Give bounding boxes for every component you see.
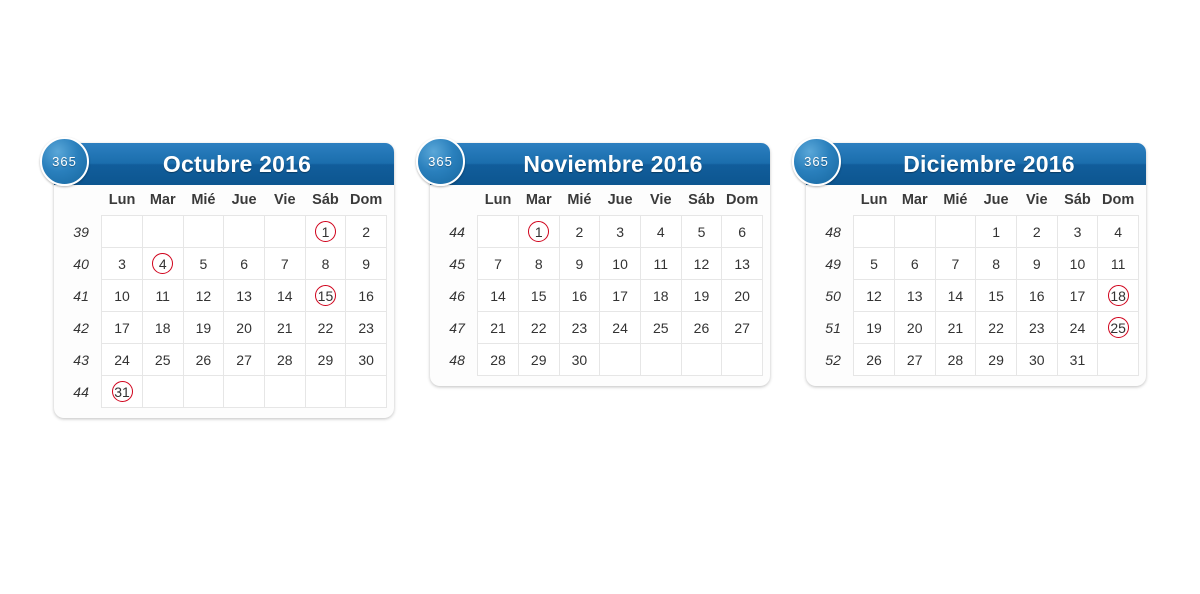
day-cell[interactable]: [183, 248, 224, 280]
day-cell[interactable]: [1016, 280, 1057, 312]
day-cell[interactable]: [640, 248, 681, 280]
calendar-header: [54, 143, 394, 185]
day-cell[interactable]: [305, 248, 346, 280]
day-number: 2: [575, 223, 584, 240]
week-number-header: [61, 185, 102, 216]
day-number: 23: [1028, 319, 1045, 336]
week-row: [61, 216, 387, 248]
week-number-header: [437, 185, 478, 216]
day-cell[interactable]: [854, 280, 895, 312]
day-cell[interactable]: [722, 216, 763, 248]
day-cell[interactable]: [1098, 280, 1139, 312]
day-cell[interactable]: [722, 312, 763, 344]
day-number-highlighted: 1: [528, 221, 549, 242]
day-cell-empty: [142, 376, 183, 408]
week-row: [437, 280, 763, 312]
day-cell[interactable]: [1057, 216, 1098, 248]
day-cell-empty: [264, 376, 305, 408]
weekday-header-1: Mar: [149, 192, 176, 208]
day-cell[interactable]: [518, 312, 559, 344]
day-cell[interactable]: [183, 280, 224, 312]
day-number: 28: [490, 351, 506, 368]
day-cell[interactable]: [478, 248, 519, 280]
week-row: [61, 248, 387, 280]
day-cell[interactable]: [518, 216, 559, 248]
day-cell[interactable]: [142, 344, 183, 376]
day-cell[interactable]: [1016, 344, 1057, 376]
weekday-header-1: Mar: [525, 192, 552, 208]
week-number: 48: [825, 223, 841, 240]
day-number: 5: [199, 255, 208, 272]
day-number: 18: [154, 319, 171, 336]
day-cell[interactable]: [600, 248, 641, 280]
day-cell[interactable]: [102, 312, 143, 344]
day-cell[interactable]: [224, 248, 265, 280]
weekday-header-2: Mié: [943, 192, 968, 208]
week-number-header: [813, 185, 854, 216]
day-number: 17: [612, 287, 628, 304]
logo-badge-icon: [792, 137, 841, 186]
week-number: 48: [449, 351, 465, 368]
day-number: 4: [1114, 223, 1123, 240]
week-row: [437, 344, 763, 376]
day-number: 17: [114, 319, 130, 336]
day-number: 28: [947, 351, 964, 368]
day-cell[interactable]: [1016, 216, 1057, 248]
day-cell[interactable]: [346, 280, 387, 312]
day-number: 10: [612, 255, 628, 272]
day-number: 26: [866, 351, 882, 368]
weekday-header-4: Vie: [1026, 192, 1048, 208]
day-number: 10: [114, 287, 130, 304]
weekday-header-2: Mié: [191, 192, 216, 208]
day-cell[interactable]: [640, 312, 681, 344]
day-cell[interactable]: [854, 344, 895, 376]
day-number: 14: [276, 287, 293, 304]
day-number: 24: [114, 351, 130, 368]
day-number: 31: [1069, 351, 1086, 368]
day-number: 7: [951, 255, 960, 272]
day-number: 5: [870, 255, 878, 272]
day-cell[interactable]: [600, 280, 641, 312]
day-cell[interactable]: [894, 312, 935, 344]
day-number: 23: [358, 319, 374, 336]
day-cell[interactable]: [894, 248, 935, 280]
day-cell[interactable]: [478, 280, 519, 312]
day-cell[interactable]: [183, 312, 224, 344]
week-number: 51: [825, 319, 841, 336]
calendar-grid: [61, 185, 387, 408]
day-cell[interactable]: [894, 344, 935, 376]
day-number: 24: [1069, 319, 1086, 336]
week-row: [61, 312, 387, 344]
week-row: [813, 344, 1139, 376]
weekday-header-0: Lun: [860, 192, 888, 208]
calendar-header: [806, 143, 1146, 185]
day-number: 21: [276, 319, 293, 336]
day-cell[interactable]: [854, 312, 895, 344]
day-cell[interactable]: [264, 280, 305, 312]
day-cell[interactable]: [102, 376, 143, 408]
day-cell[interactable]: [1057, 248, 1098, 280]
calendar-card: [806, 143, 1146, 386]
calendar-card: [430, 143, 770, 386]
day-cell[interactable]: [600, 312, 641, 344]
week-number: 41: [73, 287, 89, 304]
day-cell[interactable]: [976, 312, 1017, 344]
week-number: 50: [825, 287, 841, 304]
logo-badge-label: 365: [804, 154, 829, 169]
day-number: 29: [530, 351, 547, 368]
weekday-header-6: Dom: [726, 192, 759, 208]
day-number: 26: [195, 351, 212, 368]
week-number: 42: [73, 319, 89, 336]
day-number: 27: [734, 319, 750, 336]
week-row: [437, 312, 763, 344]
day-cell[interactable]: [224, 280, 265, 312]
day-cell[interactable]: [976, 248, 1017, 280]
day-cell[interactable]: [1098, 216, 1139, 248]
day-number: 3: [1073, 223, 1082, 240]
weekday-header-5: Sáb: [312, 192, 339, 208]
weekday-header-3: Jue: [231, 192, 257, 208]
day-number-highlighted: 25: [1108, 317, 1129, 338]
day-cell[interactable]: [264, 312, 305, 344]
day-number: 2: [1032, 223, 1041, 240]
day-cell[interactable]: [346, 344, 387, 376]
week-number: 47: [449, 319, 465, 336]
day-cell[interactable]: [264, 248, 305, 280]
day-number: 25: [652, 319, 669, 336]
calendar-card: [54, 143, 394, 418]
week-number: 44: [73, 383, 89, 400]
day-cell[interactable]: [142, 312, 183, 344]
day-cell[interactable]: [854, 248, 895, 280]
day-cell[interactable]: [976, 280, 1017, 312]
day-number: 23: [571, 319, 588, 336]
day-number: 18: [652, 287, 669, 304]
day-cell[interactable]: [681, 312, 722, 344]
day-cell[interactable]: [102, 248, 143, 280]
day-cell[interactable]: [305, 344, 346, 376]
day-cell[interactable]: [102, 280, 143, 312]
day-number: 19: [693, 287, 710, 304]
day-cell[interactable]: [305, 216, 346, 248]
calendar-month-title: Noviembre 2016: [523, 150, 703, 177]
day-number: 12: [195, 287, 212, 304]
day-cell-empty: [102, 216, 143, 248]
day-number: 20: [906, 319, 923, 336]
day-number: 8: [534, 255, 543, 272]
day-cell[interactable]: [102, 344, 143, 376]
day-cell[interactable]: [559, 344, 600, 376]
day-number: 30: [358, 351, 374, 368]
day-number: 1: [992, 223, 1000, 240]
day-cell-empty: [478, 216, 519, 248]
day-number: 20: [236, 319, 252, 336]
day-number: 20: [734, 287, 750, 304]
week-row: [813, 248, 1139, 280]
day-number: 7: [494, 255, 502, 272]
day-cell-empty: [640, 344, 681, 376]
week-row: [61, 376, 387, 408]
day-number: 19: [866, 319, 882, 336]
day-number: 6: [738, 223, 747, 240]
logo-badge-label: 365: [52, 154, 77, 169]
day-cell[interactable]: [681, 216, 722, 248]
weekday-header-3: Jue: [607, 192, 633, 208]
week-number: 49: [825, 255, 841, 272]
week-row: [437, 248, 763, 280]
calendar-grid: [437, 185, 763, 376]
week-number: 40: [73, 255, 89, 272]
day-number: 19: [195, 319, 212, 336]
day-number-highlighted: 18: [1108, 285, 1129, 306]
day-cell[interactable]: [894, 280, 935, 312]
day-cell[interactable]: [1016, 248, 1057, 280]
day-cell[interactable]: [264, 344, 305, 376]
day-number: 11: [155, 287, 170, 304]
day-number: 30: [1028, 351, 1045, 368]
day-number: 29: [317, 351, 334, 368]
day-number: 15: [988, 287, 1004, 304]
day-cell[interactable]: [1098, 248, 1139, 280]
day-number: 5: [697, 223, 706, 240]
day-number: 21: [490, 319, 506, 336]
weekday-header-0: Lun: [108, 192, 136, 208]
calendar-grid: [813, 185, 1139, 376]
day-number: 22: [317, 319, 334, 336]
day-number: 11: [1110, 255, 1126, 272]
day-number: 17: [1069, 287, 1086, 304]
day-number: 4: [656, 223, 665, 240]
weekday-header-1: Mar: [901, 192, 928, 208]
week-number: 45: [449, 255, 465, 272]
day-cell[interactable]: [1057, 280, 1098, 312]
calendar-month-title: Diciembre 2016: [903, 150, 1075, 177]
day-number: 22: [988, 319, 1004, 336]
day-cell[interactable]: [681, 248, 722, 280]
day-cell[interactable]: [518, 344, 559, 376]
logo-badge-label: 365: [428, 154, 453, 169]
day-number-highlighted: 15: [315, 285, 336, 306]
day-cell[interactable]: [478, 344, 519, 376]
day-number: 13: [906, 287, 923, 304]
day-cell-empty: [935, 216, 976, 248]
day-cell[interactable]: [183, 344, 224, 376]
day-number: 9: [575, 255, 584, 272]
day-cell-empty: [600, 344, 641, 376]
weekday-header-6: Dom: [1102, 192, 1135, 208]
day-cell-empty: [346, 376, 387, 408]
day-cell[interactable]: [142, 280, 183, 312]
weekday-header-6: Dom: [350, 192, 383, 208]
day-number: 29: [988, 351, 1004, 368]
day-cell[interactable]: [935, 312, 976, 344]
day-number: 15: [530, 287, 547, 304]
calendar-month-title: Octubre 2016: [162, 150, 312, 177]
day-number: 30: [571, 351, 588, 368]
day-number: 12: [693, 255, 710, 272]
day-number: 9: [1032, 255, 1041, 272]
day-number: 6: [240, 255, 248, 272]
day-number: 16: [358, 287, 374, 304]
day-number: 27: [906, 351, 923, 368]
day-number: 12: [866, 287, 882, 304]
day-cell-empty: [722, 344, 763, 376]
weekday-header-2: Mié: [567, 192, 592, 208]
day-cell[interactable]: [559, 280, 600, 312]
day-number: 9: [362, 255, 371, 272]
day-number: 7: [280, 255, 289, 272]
day-cell[interactable]: [640, 280, 681, 312]
weekday-header-3: Jue: [983, 192, 1009, 208]
week-number: 43: [73, 351, 89, 368]
day-number: 13: [236, 287, 252, 304]
day-cell[interactable]: [346, 248, 387, 280]
day-cell[interactable]: [976, 344, 1017, 376]
day-number-highlighted: 1: [315, 221, 336, 242]
day-cell[interactable]: [559, 312, 600, 344]
day-cell[interactable]: [1057, 312, 1098, 344]
week-number: 52: [825, 351, 841, 368]
day-number: 24: [612, 319, 628, 336]
day-number: 22: [530, 319, 547, 336]
day-cell[interactable]: [640, 216, 681, 248]
day-cell[interactable]: [518, 280, 559, 312]
day-cell[interactable]: [478, 312, 519, 344]
day-cell-empty: [183, 376, 224, 408]
day-cell[interactable]: [305, 312, 346, 344]
day-number: 6: [910, 255, 919, 272]
day-cell[interactable]: [346, 216, 387, 248]
day-cell-empty: [183, 216, 224, 248]
weekday-header-row: [813, 185, 1139, 216]
day-cell[interactable]: [935, 248, 976, 280]
day-number: 14: [490, 287, 506, 304]
day-cell[interactable]: [722, 248, 763, 280]
week-number: 46: [449, 287, 465, 304]
day-cell[interactable]: [305, 280, 346, 312]
day-cell-empty: [224, 216, 265, 248]
day-cell[interactable]: [346, 312, 387, 344]
week-row: [61, 344, 387, 376]
day-cell[interactable]: [935, 280, 976, 312]
day-number: 16: [1028, 287, 1045, 304]
weekday-header-row: [437, 185, 763, 216]
week-number: 39: [73, 223, 89, 240]
day-cell[interactable]: [976, 216, 1017, 248]
day-cell[interactable]: [224, 344, 265, 376]
week-row: [437, 216, 763, 248]
day-number: 16: [571, 287, 588, 304]
week-number: 44: [449, 223, 465, 240]
day-cell-empty: [681, 344, 722, 376]
day-number: 3: [616, 223, 624, 240]
day-number: 3: [118, 255, 126, 272]
day-cell-empty: [894, 216, 935, 248]
day-number: 2: [362, 223, 371, 240]
day-cell[interactable]: [1098, 312, 1139, 344]
day-number: 10: [1069, 255, 1086, 272]
day-cell-empty: [1098, 344, 1139, 376]
weekday-header-5: Sáb: [1064, 192, 1091, 208]
day-number: 14: [947, 287, 964, 304]
week-row: [813, 216, 1139, 248]
day-number: 26: [693, 319, 710, 336]
week-row: [813, 280, 1139, 312]
week-row: [61, 280, 387, 312]
day-cell[interactable]: [681, 280, 722, 312]
day-cell-empty: [264, 216, 305, 248]
weekday-header-4: Vie: [274, 192, 296, 208]
day-number: 11: [653, 255, 669, 272]
day-cell[interactable]: [142, 248, 183, 280]
day-cell[interactable]: [559, 248, 600, 280]
day-number: 8: [321, 255, 330, 272]
day-cell[interactable]: [518, 248, 559, 280]
day-cell[interactable]: [1016, 312, 1057, 344]
day-cell-empty: [305, 376, 346, 408]
calendar-header: [430, 143, 770, 185]
day-cell[interactable]: [224, 312, 265, 344]
day-cell-empty: [224, 376, 265, 408]
day-number: 13: [734, 255, 750, 272]
weekday-header-0: Lun: [484, 192, 512, 208]
day-cell[interactable]: [722, 280, 763, 312]
week-row: [813, 312, 1139, 344]
logo-badge-icon: [416, 137, 465, 186]
logo-badge-icon: [40, 137, 89, 186]
weekday-header-4: Vie: [650, 192, 672, 208]
weekday-header-5: Sáb: [688, 192, 715, 208]
day-cell-empty: [854, 216, 895, 248]
day-number: 8: [992, 255, 1000, 272]
day-number-highlighted: 4: [152, 253, 173, 274]
day-number: 28: [276, 351, 293, 368]
day-cell[interactable]: [559, 216, 600, 248]
day-number: 21: [947, 319, 964, 336]
weekday-header-row: [61, 185, 387, 216]
day-cell-empty: [142, 216, 183, 248]
day-cell[interactable]: [1057, 344, 1098, 376]
day-number: 27: [236, 351, 252, 368]
day-number: 25: [154, 351, 171, 368]
day-cell[interactable]: [600, 216, 641, 248]
day-cell[interactable]: [935, 344, 976, 376]
day-number-highlighted: 31: [112, 381, 133, 402]
